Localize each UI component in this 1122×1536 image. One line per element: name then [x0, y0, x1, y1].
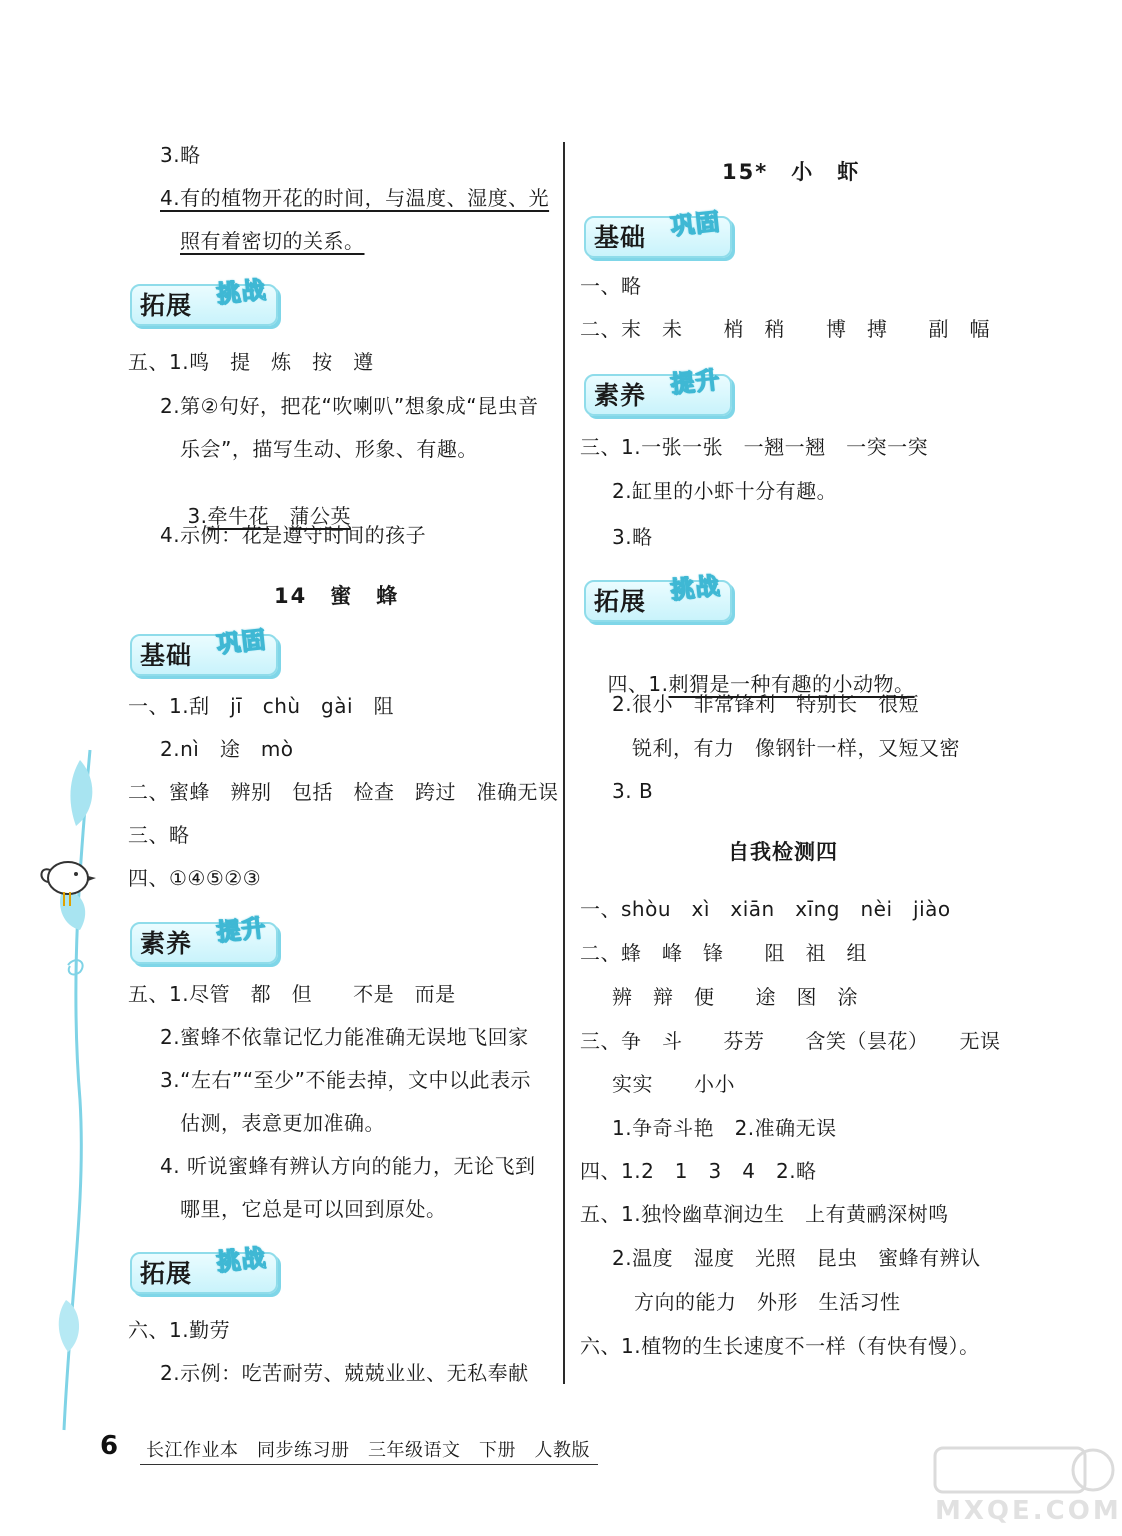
watermark-graphic	[925, 1440, 1115, 1500]
column-divider	[563, 142, 565, 1384]
answer-line: 一、shòu xì xiān xīng nèi jiào	[580, 897, 951, 921]
footer-rule	[140, 1464, 598, 1465]
answer-line: 四、1.2 1 3 4 2.略	[580, 1159, 817, 1183]
answer-line: 2.缸里的小虾十分有趣。	[612, 479, 838, 503]
lesson-title: 15* 小 虾	[722, 160, 861, 184]
answer-line: 哪里，它总是可以回到原处。	[180, 1197, 447, 1221]
answer-line: 2.第②句好，把花“吹喇叭”想象成“昆虫音	[160, 394, 539, 418]
answer-line: 1.争奇斗艳 2.准确无误	[612, 1116, 837, 1140]
answer-line: 3.略	[612, 525, 653, 549]
answer-line: 3.牵牛花 蒲公英	[187, 504, 352, 528]
answer-line: 四、①④⑤②③	[128, 866, 262, 890]
answer-line: 3.“左右”“至少”不能去掉，文中以此表示	[160, 1068, 532, 1092]
answer-line: 六、1.勤劳	[128, 1318, 231, 1342]
answer-line: 2.蜜蜂不依靠记忆力能准确无误地飞回家	[160, 1025, 529, 1049]
answer-line: 辨 辩 便 途 图 涂	[612, 985, 858, 1009]
answer-line: 4.示例：花是遵守时间的孩子	[160, 523, 427, 547]
answer-line: 一、1.刮 jī chù gài 阻	[128, 694, 395, 718]
answer-line: 乐会”，描写生动、形象、有趣。	[180, 437, 478, 461]
section-badge-tuozhan: 拓展 挑战	[130, 1244, 278, 1290]
answer-line: 五、1.鸣 提 炼 按 遵	[128, 350, 374, 374]
section-badge-suyang: 素养 提升	[130, 914, 278, 960]
answer-line: 方向的能力 外形 生活习性	[634, 1290, 901, 1314]
test-title: 自我检测四	[728, 840, 838, 864]
answer-line: 四、1.刺猬是一种有趣的小动物。	[607, 672, 915, 696]
answer-line: 2.很小 非常锋利 特别长 很短	[612, 692, 920, 716]
answer-line: 三、1.一张一张 一翘一翘 一突一突	[580, 435, 929, 459]
answer-line: 二、末 未 梢 稍 博 搏 副 幅	[580, 317, 990, 341]
answer-line: 2.温度 湿度 光照 昆虫 蜜蜂有辨认	[612, 1246, 981, 1270]
answer-line: 五、1.尽管 都 但 不是 而是	[128, 982, 456, 1006]
lesson-title: 14 蜜 蜂	[274, 584, 400, 608]
section-badge-jichu: 基础 巩固	[130, 626, 278, 672]
answer-line: 锐利，有力 像钢针一样，又短又密	[632, 736, 960, 760]
section-badge-jichu: 基础 巩固	[584, 208, 732, 254]
answer-line: 2.nì 途 mò	[160, 737, 294, 761]
watermark-logo	[925, 1440, 1122, 1530]
answer-line: 实实 小小	[612, 1072, 735, 1096]
section-badge-tuozhan: 拓展 挑战	[584, 572, 732, 618]
answer-line: 3. B	[612, 779, 654, 803]
watermark-text: MXQE.COM	[935, 1496, 1122, 1526]
answer-line: 六、1.植物的生长速度不一样（有快有慢）。	[580, 1334, 980, 1358]
answer-line: 4. 听说蜜蜂有辨认方向的能力，无论飞到	[160, 1154, 536, 1178]
answer-line: 2.示例：吃苦耐劳、兢兢业业、无私奉献	[160, 1361, 529, 1385]
answer-line: 照有着密切的关系。	[180, 229, 365, 253]
answer-line: 3.略	[160, 143, 201, 167]
section-badge-suyang: 素养 提升	[584, 366, 732, 412]
answer-line: 三、略	[128, 823, 190, 847]
answer-line: 二、蜂 峰 锋 阻 祖 组	[580, 941, 867, 965]
footer-book-title: 长江作业本 同步练习册 三年级语文 下册 人教版	[146, 1440, 590, 1461]
section-badge-tuozhan: 拓展 挑战	[130, 276, 278, 322]
answer-line: 4.有的植物开花的时间，与温度、湿度、光	[160, 186, 550, 210]
answer-line: 五、1.独怜幽草涧边生 上有黄鹂深树鸣	[580, 1202, 949, 1226]
answer-line: 一、略	[580, 274, 642, 298]
vine-bird-decoration	[20, 740, 130, 1440]
answer-line: 估测，表意更加准确。	[180, 1111, 385, 1135]
answer-line: 三、争 斗 芬芳 含笑（昙花） 无误	[580, 1029, 1001, 1053]
page-number: 6	[100, 1431, 119, 1461]
answer-line: 二、蜜蜂 辨别 包括 检查 跨过 准确无误	[128, 780, 559, 804]
